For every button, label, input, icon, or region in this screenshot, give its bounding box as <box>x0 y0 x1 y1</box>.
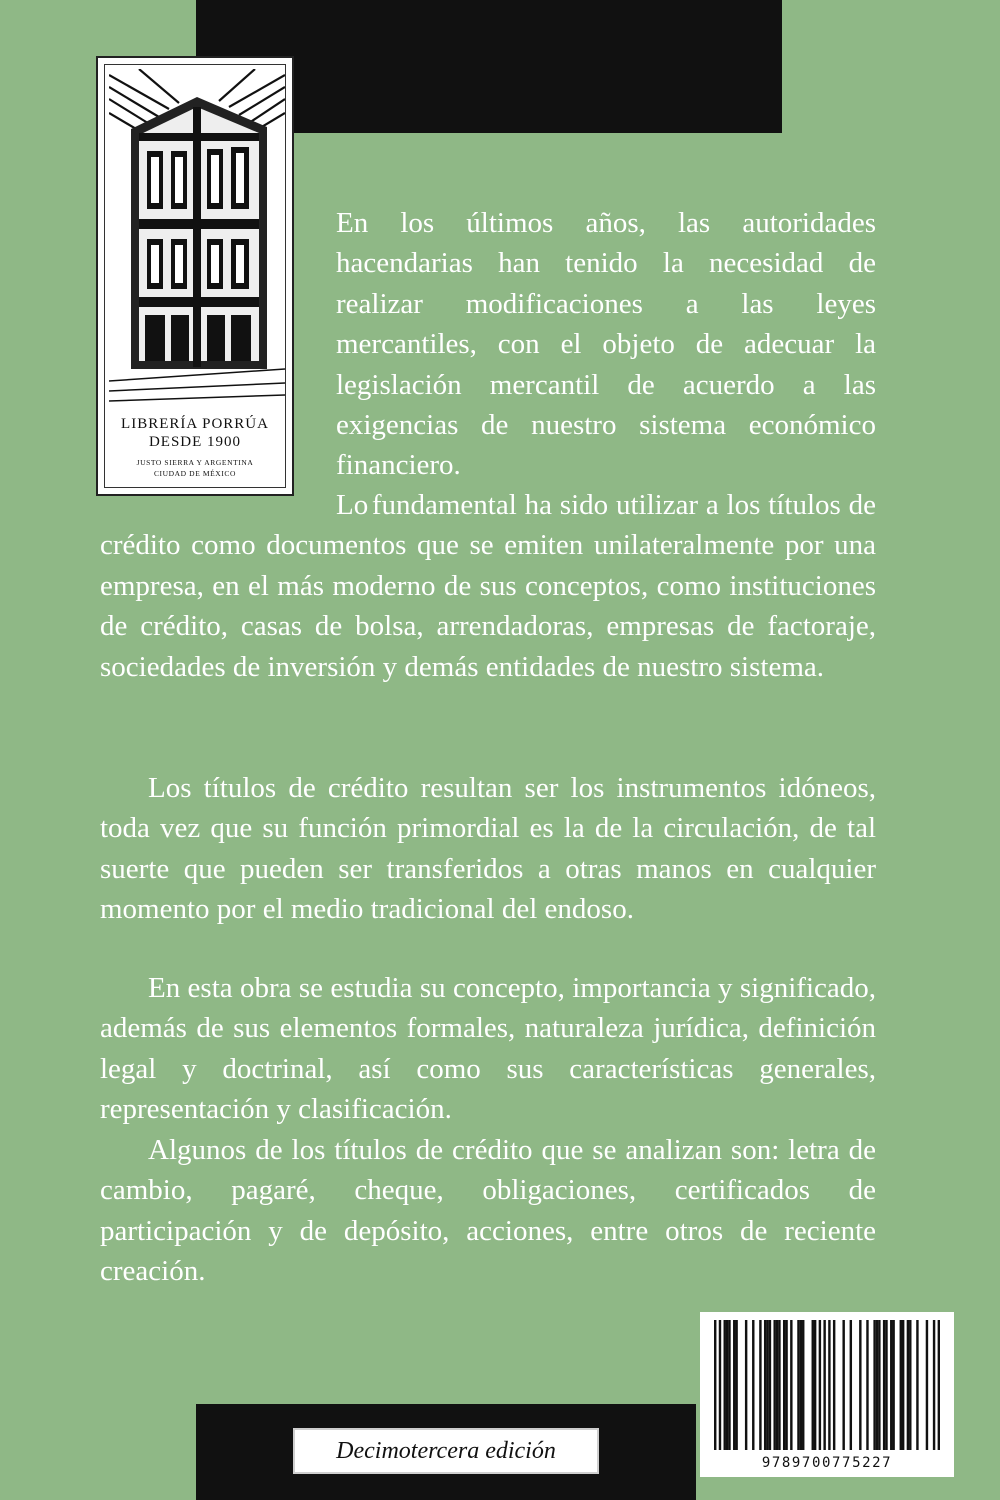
barcode-bar <box>733 1320 735 1450</box>
barcode-bar <box>890 1320 892 1450</box>
blurb-paragraph-2 <box>100 485 876 687</box>
barcode-bar <box>735 1320 737 1450</box>
barcode-bar <box>785 1320 787 1450</box>
barcode-bar <box>885 1320 887 1450</box>
barcode-bar <box>823 1320 825 1450</box>
barcode-bar <box>859 1320 861 1450</box>
barcode-bar <box>778 1320 780 1450</box>
barcode-bar <box>878 1320 880 1450</box>
barcode-bar <box>902 1320 904 1450</box>
blurb-paragraph-1: En los últimos años, las autoridades hacendarias han tenido la necesidad de realizar modificaciones a las leyes mercantiles, con el objeto de adecuar la legislación mercantil de acuerdo a las exigencias de nuestro sistema económico financiero. <box>336 207 876 482</box>
barcode-bar <box>759 1320 761 1450</box>
barcode-bar <box>900 1320 902 1450</box>
barcode-bar <box>726 1320 728 1450</box>
barcode-bar <box>866 1320 868 1450</box>
barcode-bar <box>907 1320 909 1450</box>
barcode-bar <box>883 1320 885 1450</box>
barcode-bar <box>892 1320 894 1450</box>
barcode-bar <box>828 1320 830 1450</box>
barcode-bar <box>790 1320 792 1450</box>
logo-line-2: DESDE 1900 <box>148 434 242 450</box>
barcode-bar <box>933 1320 935 1450</box>
barcode-bar <box>812 1320 814 1450</box>
blurb-paragraph-4: En esta obra se estudia su concepto, importancia y significado, además de sus elementos formales, naturaleza jurídica, definición legal y doctrinal, así como sus características generales, representación y clasificación. <box>100 972 876 1126</box>
barcode-bar <box>773 1320 775 1450</box>
barcode-bar <box>714 1320 716 1450</box>
barcode-bar <box>926 1320 928 1450</box>
barcode-bar <box>766 1320 768 1450</box>
logo-line-1: LIBRERÍA PORRÚA <box>121 416 269 432</box>
barcode-bar <box>819 1320 821 1450</box>
blurb-paragraph-5: Algunos de los títulos de crédito que se analizan son: letra de cambio, pagaré, cheque, obligaciones, certificados de participación y de depósito, acciones, entre otros de reciente creación. <box>100 1134 876 1288</box>
edition-label: Decimotercera edición <box>293 1428 599 1474</box>
barcode-bar <box>800 1320 802 1450</box>
blurb-paragraph-2-rest: fundamental ha sido utilizar a los títulos de crédito como documentos que se emiten unilateralmente por una empresa, en el más moderno de sus conceptos, como instituciones de crédito, casas de bolsa, arrendadoras, empresas de factoraje, sociedades de inversión y demás entidades de nuestro sistema. <box>100 489 876 683</box>
barcode-bar <box>783 1320 785 1450</box>
barcode-bar <box>776 1320 778 1450</box>
barcode-bar <box>842 1320 844 1450</box>
barcode-bar <box>833 1320 835 1450</box>
barcode-bar <box>752 1320 754 1450</box>
logo-line-3: JUSTO SIERRA Y ARGENTINA <box>136 458 254 467</box>
barcode-bar <box>916 1320 918 1450</box>
barcode-bar <box>909 1320 911 1450</box>
barcode-bar <box>850 1320 852 1450</box>
barcode-bar <box>797 1320 799 1450</box>
barcode-bar <box>728 1320 730 1450</box>
barcode-bar <box>814 1320 816 1450</box>
barcode-bar <box>802 1320 804 1450</box>
barcode-bar <box>719 1320 721 1450</box>
barcode-bars <box>714 1320 940 1450</box>
barcode-bar <box>876 1320 878 1450</box>
isbn-barcode <box>700 1312 954 1477</box>
isbn-number: 9789700775227 <box>761 1455 893 1471</box>
blurb-paragraph-3: Los títulos de crédito resultan ser los instrumentos idóneos, toda vez que su función primordial es la de la circulación, de tal suerte que pueden ser transferidos a otras manos en cualquier momento por el medio tradicional del endoso. <box>100 772 876 926</box>
barcode-bar <box>764 1320 766 1450</box>
logo-line-4: CIUDAD DE MÉXICO <box>153 469 237 478</box>
barcode-bar <box>724 1320 726 1450</box>
barcode-bar <box>769 1320 771 1450</box>
blurb-paragraph-2-first-word: Lo <box>336 489 369 521</box>
barcode-bar <box>745 1320 747 1450</box>
barcode-bar <box>873 1320 875 1450</box>
barcode-bar <box>938 1320 940 1450</box>
